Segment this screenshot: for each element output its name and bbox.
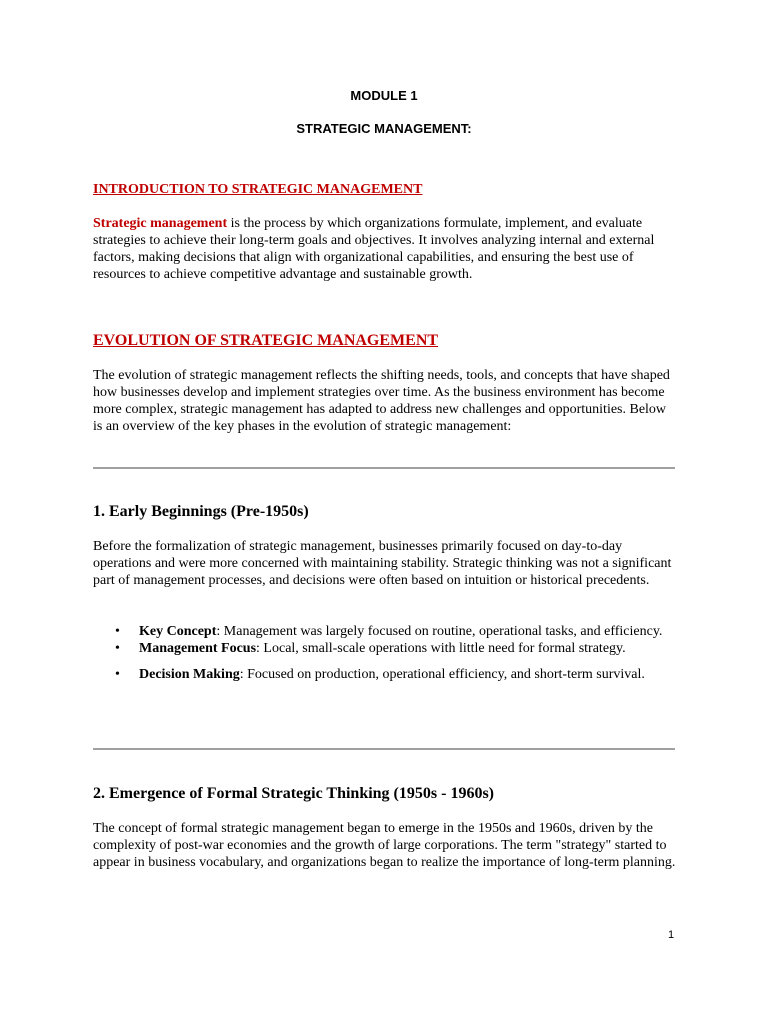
bullet-label: Management Focus: [139, 641, 257, 656]
phase-1-text: Before the formalization of strategic management, businesses primarily focused on day-to-day operations and were more concerned with maintaining stability. Strategic thinking was not a significant part of management processes, and decisions were often based on intuition or historical precedents.: [93, 539, 672, 588]
intro-paragraph: [93, 215, 677, 283]
phase-1-paragraph: [93, 538, 677, 589]
intro-heading: INTRODUCTION TO STRATEGIC MANAGEMENT: [93, 182, 423, 197]
phase-2-heading: 2. Emergence of Formal Strategic Thinking (1950s - 1960s): [93, 785, 494, 802]
list-item: [93, 623, 677, 640]
evolution-text: The evolution of strategic management reflects the shifting needs, tools, and concepts that have shaped how businesses develop and implement strategies over time. As the business environment has become more complex, strategic management has adapted to address new challenges and opportunities. Below is an overview of the key phases in the evolution of strategic management:: [93, 368, 670, 434]
list-item: [93, 666, 677, 683]
bullet-text: : Local, small-scale operations with little need for formal strategy.: [256, 641, 626, 656]
bullet-label: Key Concept: [139, 624, 217, 639]
divider: [93, 467, 675, 469]
intro-heading-block: [93, 180, 677, 198]
phase-1-heading-block: [93, 503, 677, 521]
intro-text: is the process by which organizations formulate, implement, and evaluate strategies to achieve their long-term goals and objectives. It involves analyzing internal and external factors, making decisions that align with organizational capabilities, and ensuring the best use of resources to achieve competitive advantage and sustainable growth.: [93, 216, 655, 282]
page-number: 1: [668, 929, 675, 941]
phase-1-bullet-list: [93, 623, 677, 683]
module-title: MODULE 1: [350, 88, 418, 103]
list-item: [93, 640, 677, 657]
phase-2-paragraph: [93, 820, 677, 871]
phase-2-heading-block: [93, 785, 677, 803]
bullet-text: : Focused on production, operational efficiency, and short-term survival.: [239, 667, 645, 682]
evolution-heading: EVOLUTION OF STRATEGIC MANAGEMENT: [93, 332, 439, 349]
bullet-icon: •: [115, 624, 120, 639]
divider: [93, 748, 675, 750]
module-subject: STRATEGIC MANAGEMENT:: [296, 121, 472, 136]
bullet-label: Decision Making: [139, 667, 240, 682]
bullet-icon: •: [115, 641, 120, 656]
intro-term: Strategic management: [93, 216, 228, 231]
phase-1-heading: 1. Early Beginnings (Pre-1950s): [93, 503, 309, 520]
bullet-icon: •: [115, 667, 120, 682]
bullet-text: : Management was largely focused on routine, operational tasks, and efficiency.: [216, 624, 663, 639]
evolution-paragraph: [93, 367, 677, 435]
phase-2-text: The concept of formal strategic management began to emerge in the 1950s and 1960s, driven by the complexity of post-war economies and the growth of large corporations. The term "strategy" started to appear in business vocabulary, and organizations began to realize the importance of long-term planning.: [93, 821, 676, 870]
evolution-heading-block: [93, 332, 677, 350]
